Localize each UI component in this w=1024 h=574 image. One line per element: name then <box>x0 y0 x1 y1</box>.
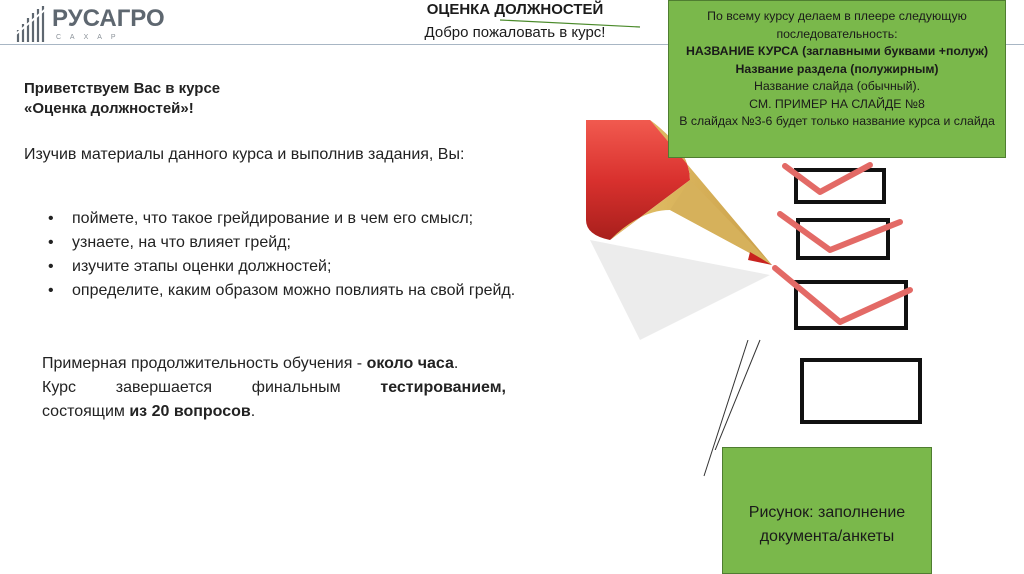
questions-text: состоящим <box>42 403 130 420</box>
rusagro-logo-icon <box>14 4 50 44</box>
intro-text: Изучив материалы данного курса и выполнив задания, Вы: <box>24 146 465 163</box>
list-item: • определите, каким образом можно повлиять на свой грейд. <box>48 279 515 303</box>
picture-note-line: Рисунок: заполнение <box>748 503 906 521</box>
picture-note-box <box>722 447 932 574</box>
questions-end: . <box>250 403 256 420</box>
outcomes-list <box>48 207 515 303</box>
pencil-checklist-icon <box>580 110 940 450</box>
final-word: финальным <box>251 379 341 396</box>
final-word: тестированием, <box>380 379 506 396</box>
duration-value: около часа <box>366 355 454 372</box>
note-line: В слайдах №3-6 будет только название курса и слайда <box>679 114 995 128</box>
picture-note-line: документа/анкеты <box>759 527 895 545</box>
logo-name: РУСАГРО <box>52 5 165 32</box>
greeting-line: «Оценка должностей»! <box>24 100 194 117</box>
welcome-heading: Добро пожаловать в курс! <box>424 24 606 41</box>
list-item: • изучите этапы оценки должностей; <box>48 255 515 279</box>
logo-subtitle: САХАР <box>56 34 125 41</box>
duration-text: Примерная продолжительность обучения - <box>42 355 367 372</box>
note-line: По всему курсу делаем в плеере следующую последовательность: <box>707 9 967 41</box>
duration-info <box>42 352 506 424</box>
design-note-box <box>668 0 1006 158</box>
greeting-line: Приветствуем Вас в курсе <box>24 80 221 97</box>
duration-end: . <box>453 355 459 372</box>
final-word: завершается <box>115 379 213 396</box>
note-line: Название раздела (полужирным) <box>735 61 939 76</box>
list-item: • поймете, что такое грейдирование и в чем его смысл; <box>48 207 515 231</box>
course-title: ОЦЕНКА ДОЛЖНОСТЕЙ <box>426 1 604 18</box>
questions-count: из 20 вопросов <box>129 403 251 420</box>
note-line: СМ. ПРИМЕР НА СЛАЙДЕ №8 <box>749 96 925 111</box>
greeting <box>24 79 220 119</box>
note-line: Название слайда (обычный). <box>753 79 921 93</box>
list-item: • узнаете, на что влияет грейд; <box>48 231 515 255</box>
note-line: НАЗВАНИЕ КУРСА (заглавными буквами +полуж) <box>685 44 989 58</box>
final-word: Курс <box>42 379 77 396</box>
